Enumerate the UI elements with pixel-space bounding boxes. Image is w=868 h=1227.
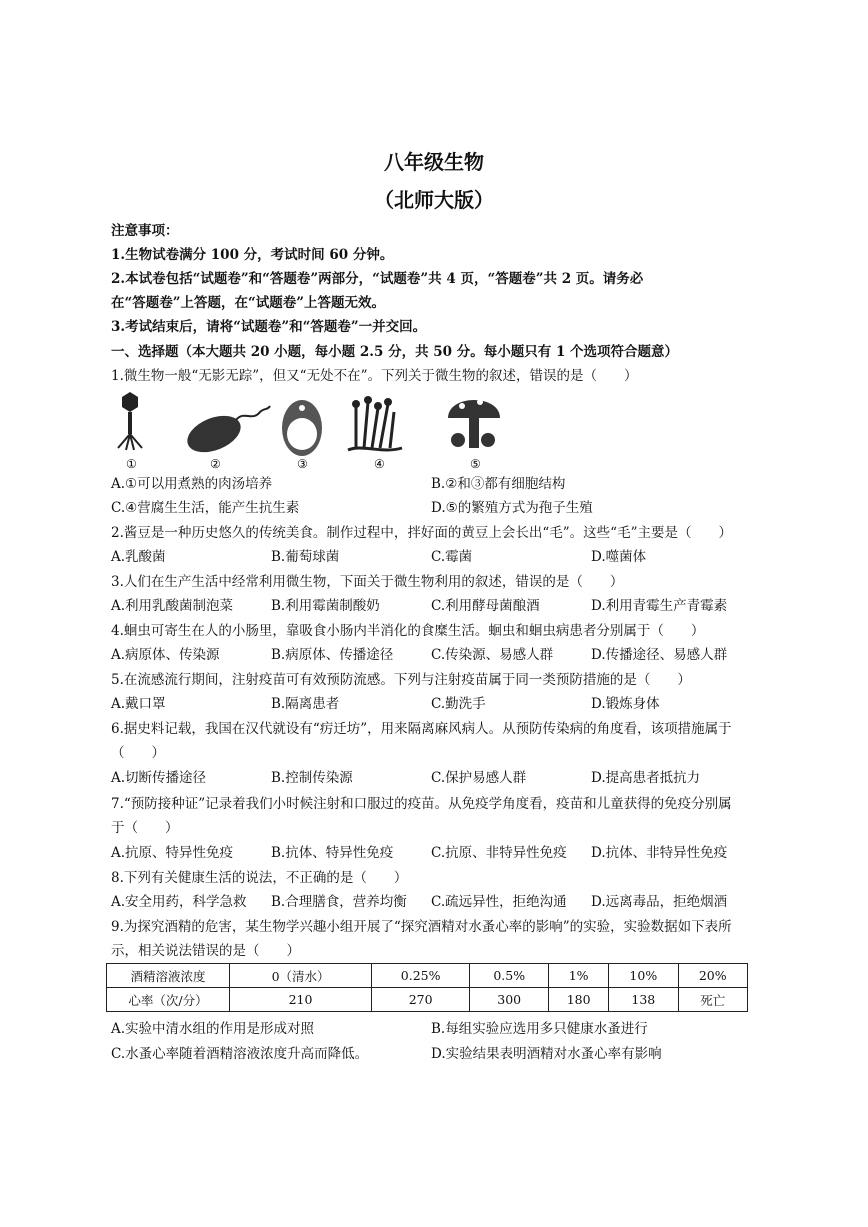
- q9-stem: 9.为探究酒精的危害，某生物学兴趣小组开展了“探究酒精对水蚤心率的影响”的实验，实验数据如下表所: [111, 919, 732, 935]
- page-title: 八年级生物: [384, 150, 484, 174]
- notice-item-2-cont: 在“答题卷”上答题，在“试题卷”上答题无效。: [111, 295, 386, 311]
- q7-option-d: D.抗体、非特异性免疫: [591, 845, 728, 861]
- q9-stem-cont: 示，相关说法错误的是（ ）: [111, 943, 300, 959]
- q4-option-d: D.传播途径、易感人群: [591, 647, 728, 663]
- table-cell: 0（清水）: [230, 964, 372, 988]
- table-cell: 180: [549, 988, 609, 1012]
- q9-option-d: D.实验结果表明酒精对水蚤心率有影响: [431, 1046, 662, 1062]
- q6-option-a: A.切断传播途径: [111, 770, 207, 786]
- q8-option-c: C.疏远异性，拒绝沟通: [431, 894, 567, 910]
- q2-option-c: C.霉菌: [431, 549, 473, 565]
- table-cell: 210: [230, 988, 372, 1012]
- table-cell: 0.5%: [470, 964, 549, 988]
- figure-label-1: ①: [126, 457, 137, 470]
- q2-option-b: B.葡萄球菌: [271, 549, 340, 565]
- q9-option-b: B.每组实验应选用多只健康水蚤进行: [431, 1021, 648, 1037]
- q6-option-d: D.提高患者抵抗力: [591, 770, 701, 786]
- q1-figure: [112, 388, 512, 470]
- table-cell: 138: [609, 988, 678, 1012]
- q3-option-c: C.利用酵母菌酿酒: [431, 598, 540, 614]
- q3-option-d: D.利用青霉生产青霉素: [591, 598, 728, 614]
- q1-option-a: A.①可以用煮熟的肉汤培养: [111, 476, 273, 492]
- q3-option-b: B.利用霉菌制酸奶: [271, 598, 380, 614]
- table-row: [107, 988, 748, 1012]
- table-cell: 0.25%: [372, 964, 470, 988]
- q3-option-a: A.利用乳酸菌制泡菜: [111, 598, 234, 614]
- q6-stem: 6.据史料记载，我国在汉代就设有“疠迁坊”，用来隔离麻风病人。从预防传染病的角度看，该项措施属于: [111, 721, 732, 737]
- q3-stem: 3.人们在生产生活中经常利用微生物，下面关于微生物利用的叙述，错误的是（ ）: [111, 574, 624, 590]
- q6-option-c: C.保护易感人群: [431, 770, 527, 786]
- q1-option-b: B.②和③都有细胞结构: [431, 476, 566, 492]
- mushroom-figure: [448, 399, 500, 448]
- q4-option-c: C.传染源、易感人群: [431, 647, 554, 663]
- yeast-figure: [282, 400, 322, 456]
- table-cell: 1%: [549, 964, 609, 988]
- q5-option-c: C.勤洗手: [431, 696, 486, 712]
- table-cell: 死亡: [678, 988, 747, 1012]
- q1-option-c: C.④营腐生生活，能产生抗生素: [111, 500, 300, 516]
- figure-label-5: ⑤: [470, 457, 481, 470]
- notice-item-2: 2.本试卷包括“试题卷”和“答题卷”两部分，“试题卷”共 4 页，“答题卷”共 2 页。请务必: [111, 271, 644, 287]
- bacteriophage-figure: [118, 392, 142, 450]
- table-row-label: 酒精溶液浓度: [107, 964, 230, 988]
- q5-option-b: B.隔离患者: [271, 696, 340, 712]
- page-subtitle: （北师大版）: [374, 188, 494, 212]
- q6-stem-cont: （ ）: [111, 745, 165, 761]
- q4-stem: 4.蛔虫可寄生在人的小肠里，靠吸食小肠内半消化的食糜生活。蛔虫和蛔虫病患者分别属于（ ）: [111, 623, 705, 639]
- q2-option-d: D.噬菌体: [591, 549, 647, 565]
- notice-item-3: 3.考试结束后，请将“试题卷”和“答题卷”一并交回。: [111, 319, 427, 335]
- notice-item-1: 1.生物试卷满分 100 分，考试时间 60 分钟。: [111, 247, 394, 263]
- q7-option-b: B.抗体、特异性免疫: [271, 845, 394, 861]
- q7-option-a: A.抗原、特异性免疫: [111, 845, 234, 861]
- section-heading: 一、选择题（本大题共 20 小题，每小题 2.5 分，共 50 分。每小题只有 1 个选项符合题意）: [111, 344, 679, 360]
- q6-option-b: B.控制传染源: [271, 770, 353, 786]
- q8-option-b: B.合理膳食，营养均衡: [271, 894, 407, 910]
- figure-label-4: ④: [374, 457, 385, 470]
- heart-rate-table: [106, 963, 748, 1012]
- q8-stem: 8.下列有关健康生活的说法，不正确的是（ ）: [111, 870, 408, 886]
- q9-option-c: C.水蚤心率随着酒精溶液浓度升高而降低。: [111, 1046, 369, 1062]
- q2-stem: 2.酱豆是一种历史悠久的传统美食。制作过程中，拌好面的黄豆上会长出“毛”。这些“毛”主要是（ ）: [111, 525, 732, 541]
- q8-option-a: A.安全用药，科学急救: [111, 894, 247, 910]
- table-cell: 10%: [609, 964, 678, 988]
- penicillium-figure: [348, 396, 402, 450]
- q5-option-d: D.锻炼身体: [591, 696, 660, 712]
- q1-option-d: D.⑤的繁殖方式为孢子生殖: [431, 500, 593, 516]
- q9-option-a: A.实验中清水组的作用是形成对照: [111, 1021, 315, 1037]
- q8-option-d: D.远离毒品，拒绝烟酒: [591, 894, 728, 910]
- q7-stem-cont: 于（ ）: [111, 820, 179, 836]
- table-row: [107, 964, 748, 988]
- q1-stem: 1.微生物一般“无影无踪”，但又“无处不在”。下列关于微生物的叙述，错误的是（ ）: [111, 368, 638, 384]
- table-cell: 20%: [678, 964, 747, 988]
- figure-label-2: ②: [210, 457, 221, 470]
- figure-label-3: ③: [297, 457, 308, 470]
- table-row-label: 心率（次/分）: [107, 988, 230, 1012]
- q7-option-c: C.抗原、非特异性免疫: [431, 845, 567, 861]
- notice-heading: 注意事项：: [111, 223, 179, 239]
- q5-stem: 5.在流感流行期间，注射疫苗可有效预防流感。下列与注射疫苗属于同一类预防措施的是（ ）: [111, 672, 691, 688]
- q4-option-b: B.病原体、传播途径: [271, 647, 394, 663]
- q5-option-a: A.戴口罩: [111, 696, 166, 712]
- q2-option-a: A.乳酸菌: [111, 549, 166, 565]
- table-cell: 270: [372, 988, 470, 1012]
- q4-option-a: A.病原体、传染源: [111, 647, 220, 663]
- q7-stem: 7.“预防接种证”记录着我们小时候注射和口服过的疫苗。从免疫学角度看，疫苗和儿童获得的免疫分别属: [111, 796, 732, 812]
- bacterium-figure: [182, 406, 270, 459]
- table-cell: 300: [470, 988, 549, 1012]
